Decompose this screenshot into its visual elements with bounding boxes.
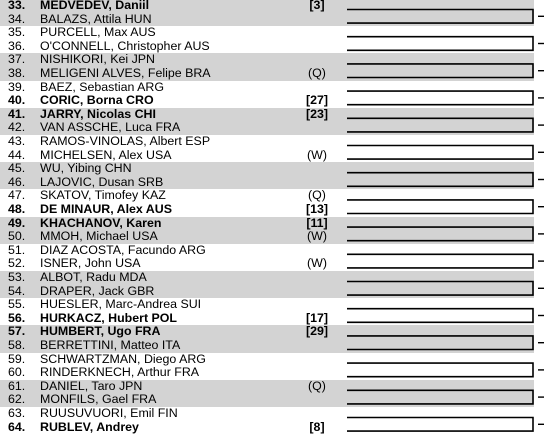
player-name: CORIC, Borna CRO: [40, 93, 154, 108]
seed-tag: [3]: [309, 0, 325, 12]
draw-position: 40.: [8, 93, 26, 108]
draw-position: 61.: [8, 378, 26, 393]
bracket-line: [347, 37, 533, 51]
seed-tag: (W): [307, 229, 327, 244]
draw-position: 57.: [8, 324, 26, 339]
player-name: MELIGENI ALVES, Felipe BRA: [40, 66, 211, 80]
seed-tag: [23]: [305, 106, 329, 121]
player-name: SKATOV, Timofey KAZ: [40, 188, 166, 203]
bracket-line: [347, 118, 533, 132]
draw-position: 43.: [8, 134, 26, 148]
player-name: RAMOS-VINOLAS, Albert ESP: [40, 134, 211, 148]
player-name: ISNER, John USA: [40, 256, 141, 271]
seed-tag: (Q): [308, 378, 326, 393]
bracket-line: [347, 282, 533, 296]
player-name: ALBOT, Radu MDA: [40, 270, 147, 284]
player-name: KHACHANOV, Karen: [40, 215, 162, 230]
draw-position: 49.: [8, 215, 26, 230]
player-name: WU, Yibing CHN: [40, 161, 132, 176]
player-name: BAEZ, Sebastian ARG: [40, 79, 164, 94]
player-name: MONFILS, Gael FRA: [40, 392, 157, 407]
bracket-line: [347, 173, 533, 187]
player-name: HUMBERT, Ugo FRA: [40, 324, 161, 339]
seed-tag: (W): [307, 147, 327, 162]
draw-position: 37.: [8, 52, 26, 67]
draw-position: 41.: [8, 106, 26, 121]
draw-position: 54.: [8, 283, 26, 298]
draw-position: 60.: [8, 365, 26, 380]
bracket-line: [347, 200, 533, 214]
draw-position: 50.: [8, 229, 26, 244]
bracket-line: [347, 309, 533, 323]
player-name: O'CONNELL, Christopher AUS: [40, 38, 210, 53]
player-name: HUESLER, Marc-Andrea SUI: [40, 297, 202, 312]
player-name: MEDVEDEV, Daniil: [40, 0, 150, 12]
seed-tag: [17]: [305, 310, 329, 325]
seed-tag: [27]: [305, 93, 329, 108]
bracket-line: [347, 363, 533, 377]
player-name: SCHWARTZMAN, Diego ARG: [40, 351, 206, 366]
bracket-line: [347, 227, 533, 241]
bracket-line: [347, 254, 533, 268]
draw-position: 53.: [8, 270, 26, 284]
draw-position: 58.: [8, 338, 26, 352]
bracket-line: [347, 64, 533, 78]
seed-tag: (W): [307, 256, 327, 271]
draw-position: 46.: [8, 174, 26, 189]
player-name: JARRY, Nicolas CHI: [40, 106, 156, 121]
player-name: RUBLEV, Andrey: [40, 419, 139, 434]
draw-position: 55.: [8, 297, 26, 312]
bracket-line: [347, 91, 533, 105]
bracket-line: [347, 418, 533, 432]
draw-position: 63.: [8, 406, 26, 420]
player-name: NISHIKORI, Kei JPN: [40, 52, 155, 67]
seed-tag: (Q): [308, 66, 326, 80]
player-name: BERRETTINI, Matteo ITA: [40, 338, 181, 352]
player-name: DIAZ ACOSTA, Facundo ARG: [40, 242, 206, 257]
draw-position: 48.: [8, 202, 26, 216]
player-name: MICHELSEN, Alex USA: [40, 147, 172, 162]
player-name: BALAZS, Attila HUN: [40, 11, 152, 26]
player-name: MMOH, Michael USA: [40, 229, 158, 244]
player-name: PURCELL, Max AUS: [40, 25, 156, 40]
draw-position: 44.: [8, 147, 26, 162]
player-name: DANIEL, Taro JPN: [40, 378, 143, 393]
draw-position: 34.: [8, 11, 26, 26]
draw-position: 38.: [8, 66, 26, 80]
draw-position: 36.: [8, 38, 26, 53]
draw-position: 56.: [8, 310, 26, 325]
seed-tag: [11]: [306, 215, 328, 230]
draw-position: 47.: [8, 188, 26, 203]
player-name: DRAPER, Jack GBR: [40, 283, 155, 298]
draw-position: 39.: [8, 79, 26, 94]
seed-tag: [13]: [305, 202, 329, 216]
seed-tag: [29]: [305, 324, 329, 339]
draw-position: 51.: [8, 242, 26, 257]
player-name: VAN ASSCHE, Luca FRA: [40, 120, 181, 135]
draw-position: 64.: [8, 419, 26, 434]
player-name: RUUSUVUORI, Emil FIN: [40, 406, 178, 420]
player-name: RINDERKNECH, Arthur FRA: [40, 365, 200, 380]
draw-position: 52.: [8, 256, 26, 271]
bracket-line: [347, 146, 533, 160]
seed-tag: [8]: [309, 419, 325, 434]
player-name: HURKACZ, Hubert POL: [40, 310, 177, 325]
draw-position: 33.: [8, 0, 26, 12]
bracket-line: [347, 10, 533, 24]
draw-position: 35.: [8, 25, 26, 40]
seed-tag: (Q): [308, 188, 326, 203]
bracket-line: [347, 336, 533, 350]
draw-position: 42.: [8, 120, 26, 135]
draw-position: 62.: [8, 392, 26, 407]
draw-position: 59.: [8, 351, 26, 366]
bracket-line: [347, 390, 533, 404]
player-name: LAJOVIC, Dusan SRB: [40, 174, 164, 189]
draw-position: 45.: [8, 161, 26, 176]
player-name: DE MINAUR, Alex AUS: [40, 202, 172, 216]
